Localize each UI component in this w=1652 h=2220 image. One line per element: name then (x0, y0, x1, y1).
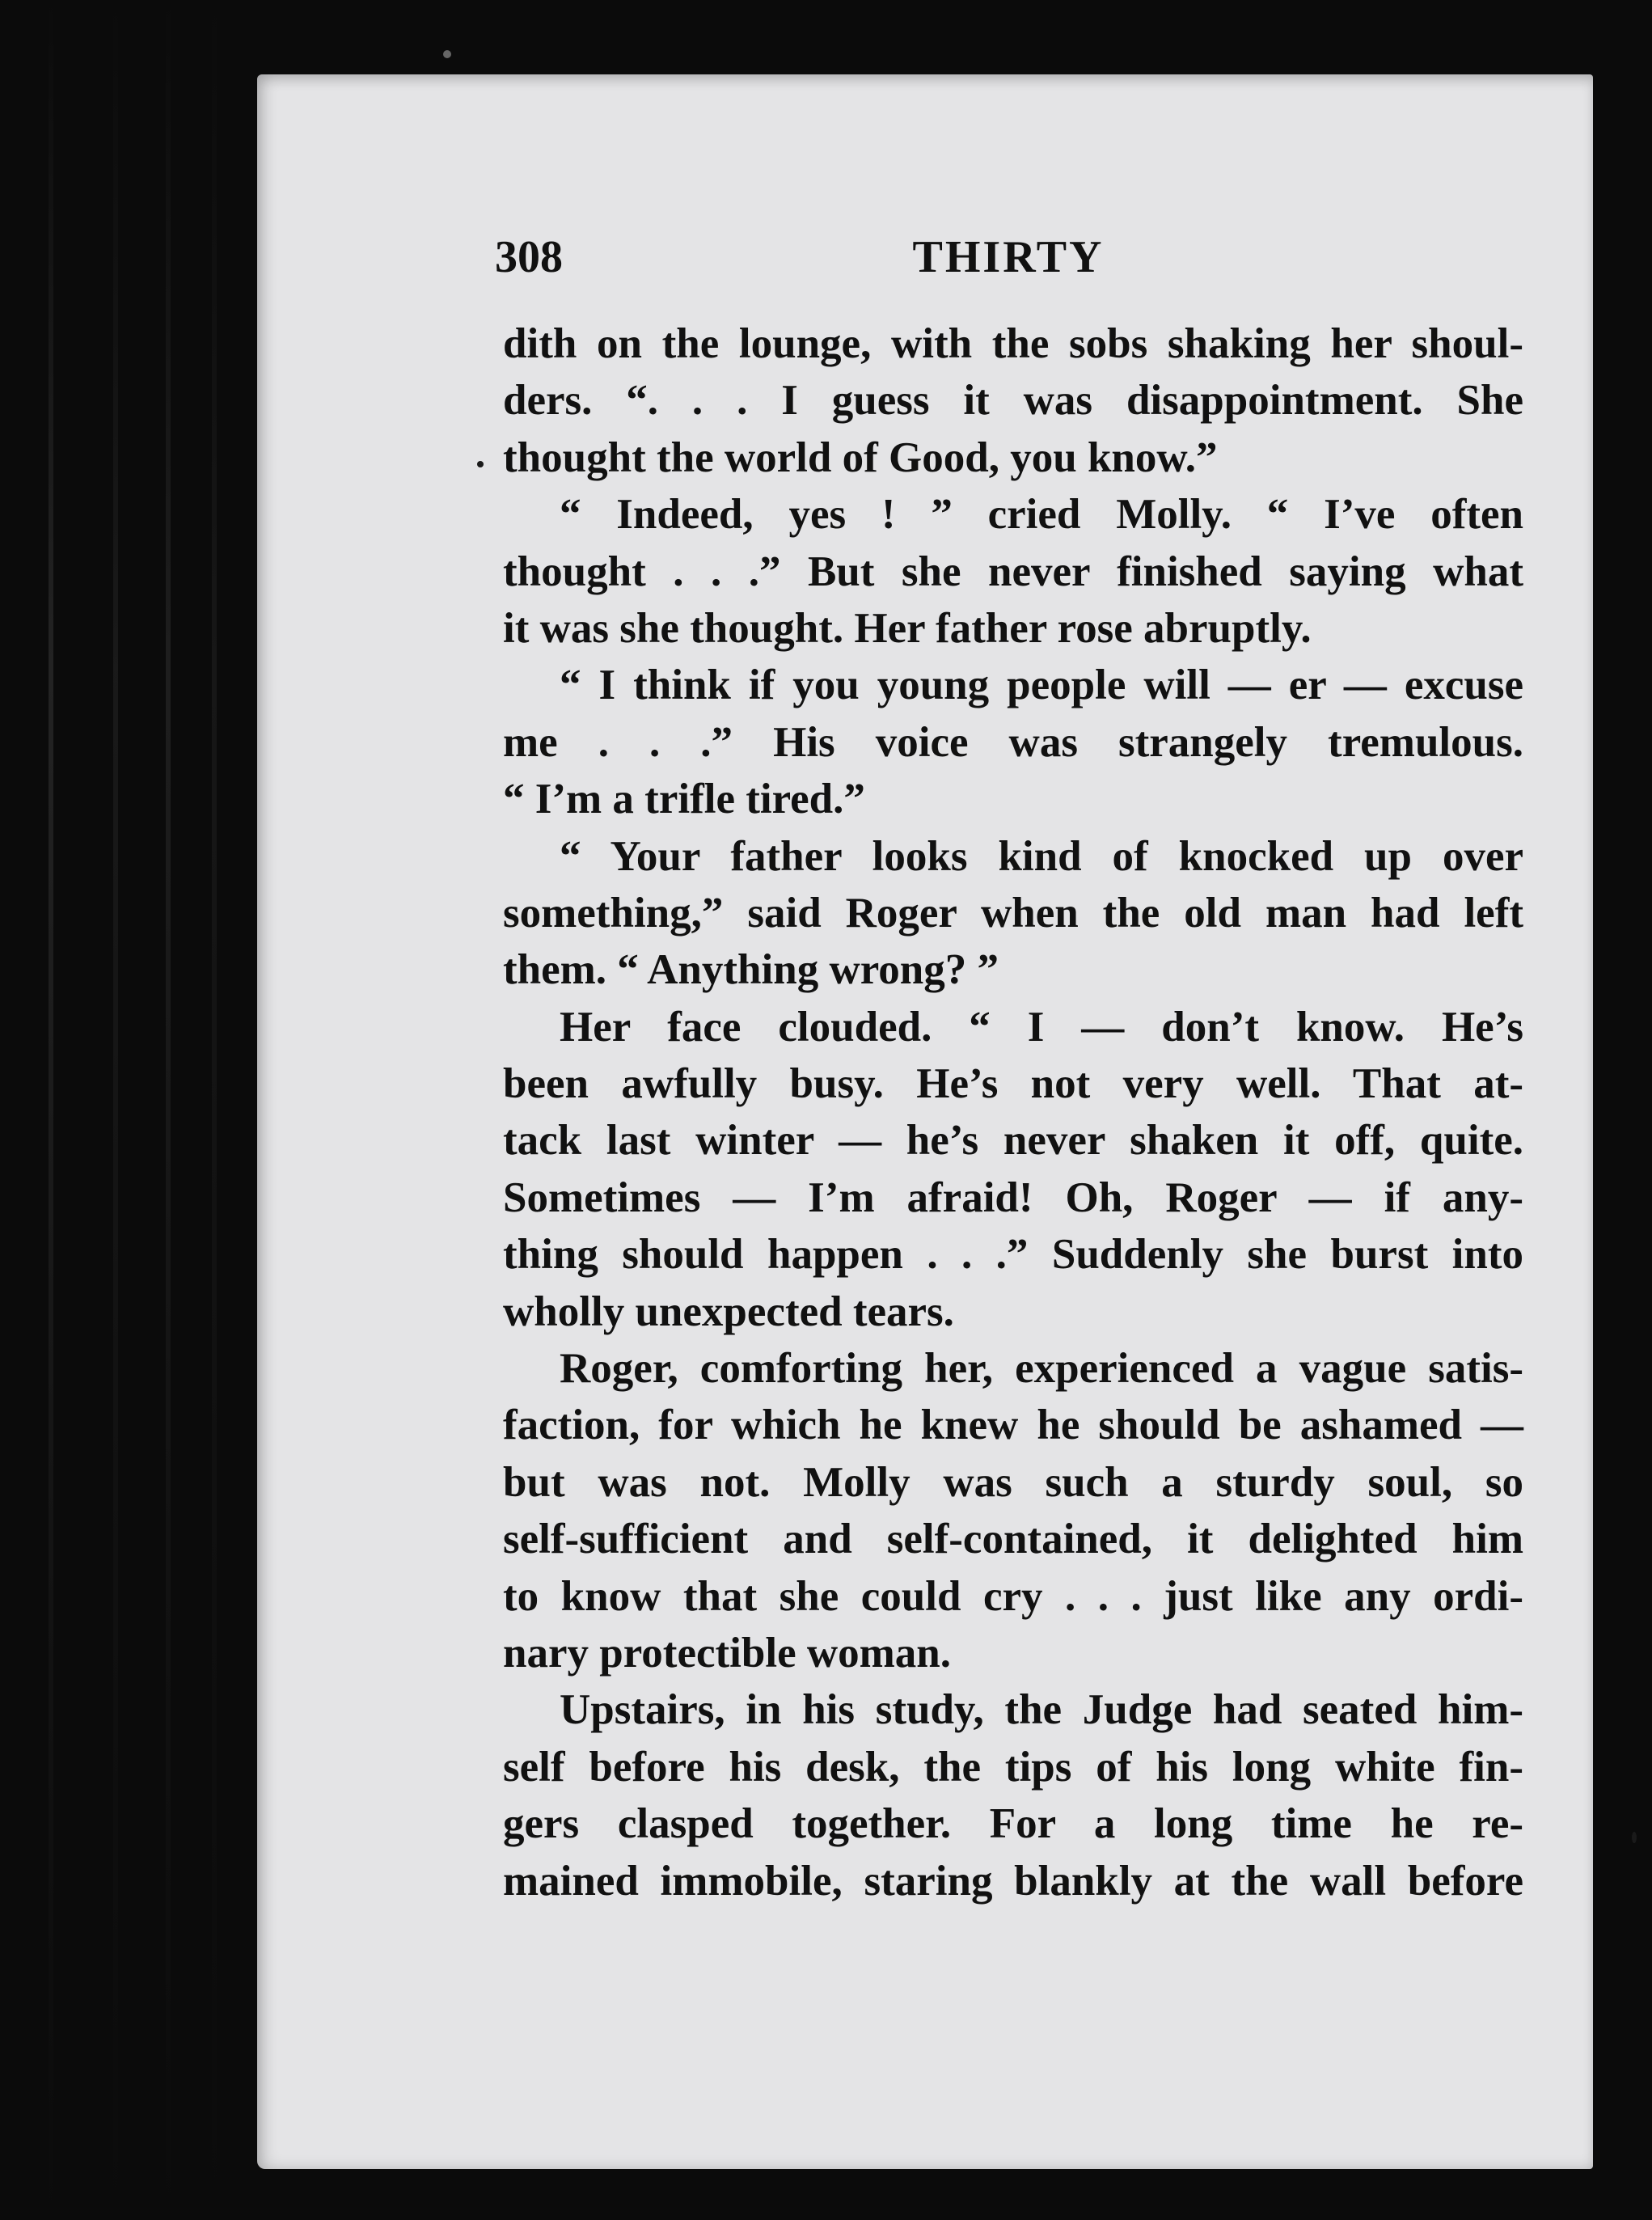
text-line: tack last winter — he’s never shaken it off, quite. (503, 1117, 1523, 1165)
film-streak (212, 0, 217, 2220)
text-line: Roger, comforting her, experienced a vague satis- (560, 1345, 1523, 1393)
text-line: thing should happen . . .” Suddenly she burst into (503, 1231, 1523, 1279)
text-line: faction, for which he knew he should be ashamed — (503, 1402, 1523, 1449)
text-line: wholly unexpected tears. (503, 1288, 954, 1335)
text-line: Sometimes — I’m afraid! Oh, Roger — if any- (503, 1173, 1523, 1221)
text-line: “ Your father looks kind of knocked up over (560, 832, 1523, 880)
film-streak (49, 0, 53, 2220)
page-header (495, 225, 1522, 290)
text-line: them. “ Anything wrong? ” (503, 946, 999, 994)
text-line: gers clasped together. For a long time he re- (503, 1800, 1523, 1848)
dust-speck (443, 50, 451, 58)
page-number: 308 (495, 232, 563, 282)
text-line: dith on the lounge, with the sobs shaking her shoul- (503, 320, 1523, 367)
text-line: “ Indeed, yes ! ” cried Molly. “ I’ve often (560, 491, 1523, 539)
text-line: to know that she could cry . . . just like any ordi- (503, 1572, 1523, 1620)
text-line: me . . .” His voice was strangely tremulous. (503, 718, 1523, 766)
text-line: self before his desk, the tips of his long white fin- (503, 1743, 1523, 1791)
text-line: thought . . .” But she never finished saying what (503, 548, 1523, 595)
text-line: nary protectible woman. (503, 1629, 951, 1677)
text-line: but was not. Molly was such a sturdy soul, so (503, 1458, 1523, 1506)
film-streak (113, 0, 118, 2220)
dust-speck (477, 461, 484, 467)
dust-speck (1632, 1832, 1637, 1843)
body-text (503, 315, 1523, 1909)
film-streak (166, 0, 171, 2220)
text-line: “ I think if you young people will — er — excuse (560, 662, 1523, 709)
text-line: Her face clouded. “ I — don’t know. He’s (560, 1003, 1523, 1051)
text-line: been awfully busy. He’s not very well. That at- (503, 1060, 1523, 1108)
text-line: something,” said Roger when the old man had left (503, 889, 1523, 937)
text-line: Upstairs, in his study, the Judge had seated him- (560, 1686, 1523, 1734)
text-line: ders. “. . . I guess it was disappointment. She (503, 377, 1523, 425)
text-line: thought the world of Good, you know.” (503, 433, 1218, 481)
text-line: “ I’m a trifle tired.” (503, 776, 865, 823)
text-line: self-sufficient and self-contained, it delighted him (503, 1516, 1523, 1563)
text-line: mained immobile, staring blankly at the wall before (503, 1857, 1523, 1905)
text-line: it was she thought. Her father rose abruptly. (503, 604, 1312, 652)
running-head: THIRTY (912, 232, 1105, 282)
